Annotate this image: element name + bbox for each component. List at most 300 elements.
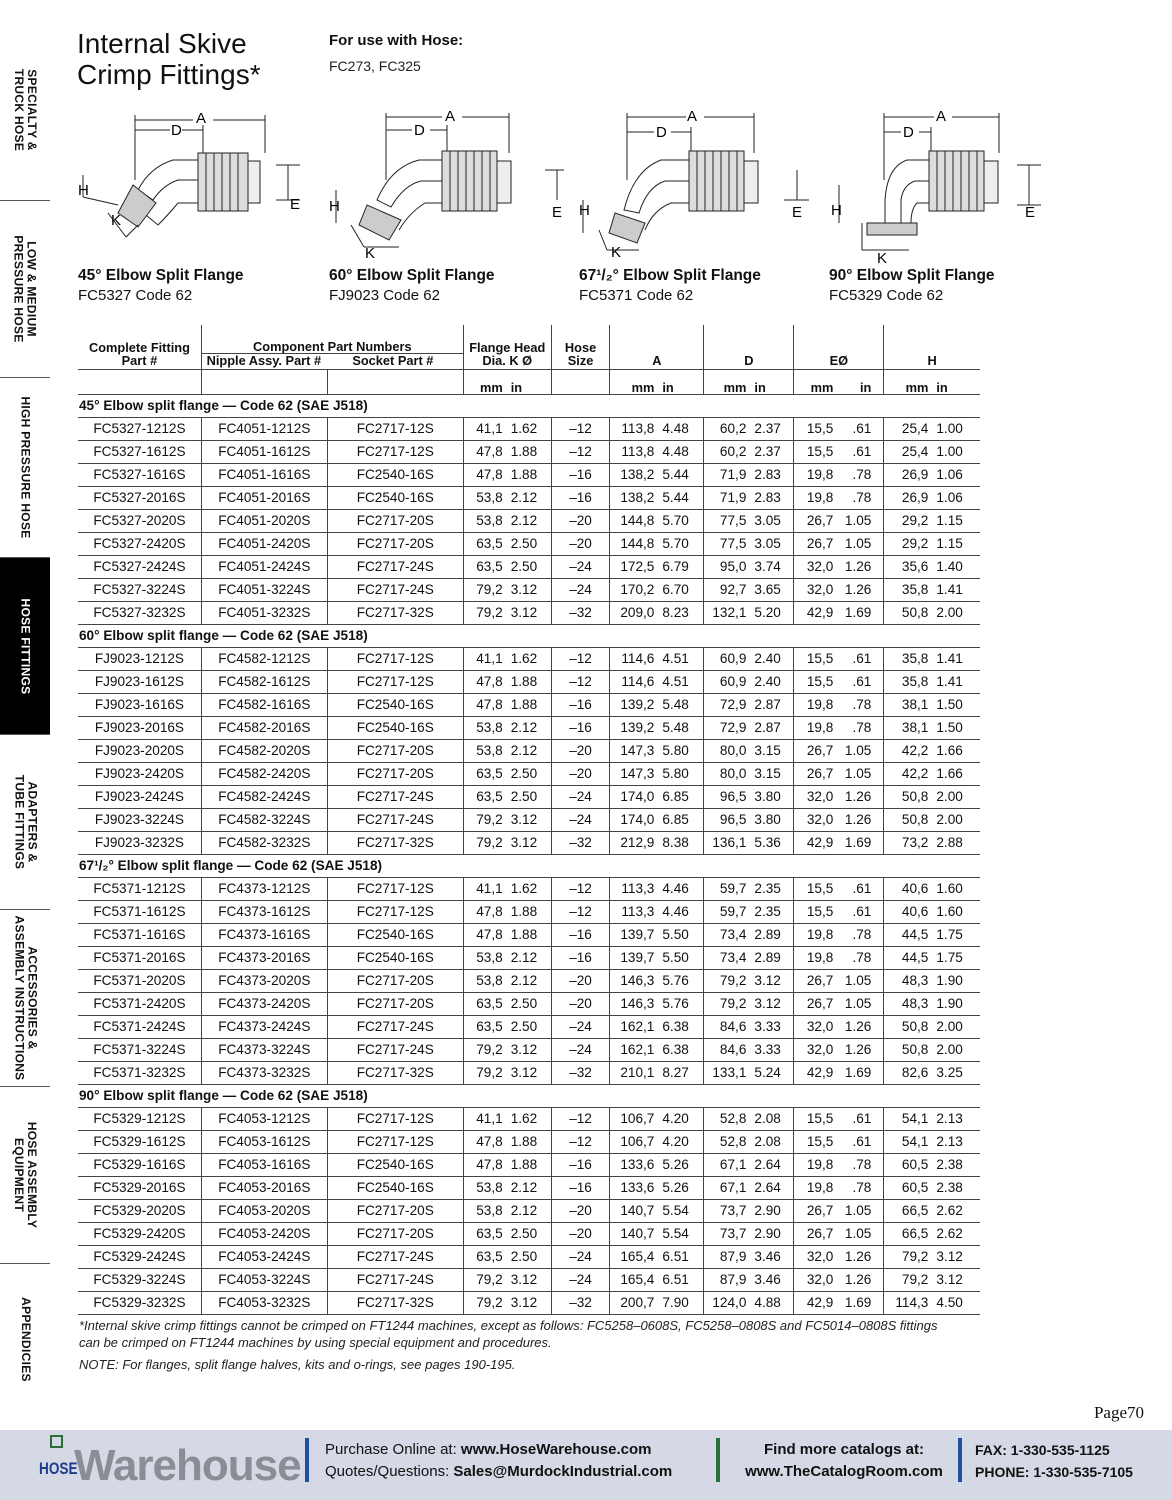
figure-title: 45° Elbow Split Flange: [78, 267, 244, 284]
table-cell: 72,9: [704, 716, 750, 739]
table-cell: 165,4: [610, 1245, 658, 1268]
table-cell: 3.15: [749, 762, 793, 785]
table-cell: 2.40: [749, 647, 793, 670]
table-cell: 54,1: [884, 1107, 932, 1130]
table-cell: FC2717-24S: [327, 1038, 463, 1061]
table-cell: 42,9: [794, 1291, 836, 1314]
table-cell: –12: [551, 417, 610, 440]
table-cell: 5.24: [749, 1061, 793, 1084]
table-cell: 3.12: [506, 578, 552, 601]
table-cell: 5.50: [657, 946, 704, 969]
group-title: 60° Elbow split flange — Code 62 (SAE J518): [78, 624, 980, 647]
table-cell: 47,8: [463, 670, 505, 693]
table-cell: –16: [551, 716, 610, 739]
table-cell: 165,4: [610, 1268, 658, 1291]
table-cell: 26,9: [884, 463, 932, 486]
table-cell: 26,7: [794, 1199, 836, 1222]
table-cell: FC4051-1616S: [201, 463, 327, 486]
table-cell: 1.50: [931, 716, 980, 739]
table-cell: FC2717-32S: [327, 601, 463, 624]
table-cell: 87,9: [704, 1268, 750, 1291]
table-cell: –20: [551, 532, 610, 555]
table-cell: 29,2: [884, 509, 932, 532]
table-cell: 1.88: [506, 1153, 552, 1176]
table-cell: –16: [551, 693, 610, 716]
table-cell: 2.12: [506, 1176, 552, 1199]
table-cell: 6.85: [657, 808, 704, 831]
table-cell: 200,7: [610, 1291, 658, 1314]
table-cell: 40,6: [884, 900, 932, 923]
table-cell: FC5329-1616S: [78, 1153, 201, 1176]
table-cell: 1.69: [836, 831, 884, 854]
table-cell: 8.27: [657, 1061, 704, 1084]
table-row: [78, 417, 980, 440]
table-cell: 1.66: [931, 739, 980, 762]
table-cell: 1.69: [836, 601, 884, 624]
table-cell: 79,2: [463, 601, 505, 624]
table-cell: 15,5: [794, 647, 836, 670]
table-cell: 71,9: [704, 463, 750, 486]
table-cell: 4.48: [657, 440, 704, 463]
table-cell: 52,8: [704, 1107, 750, 1130]
table-row: [78, 739, 980, 762]
figure-code: FJ9023 Code 62: [329, 287, 440, 304]
table-cell: 4.46: [657, 877, 704, 900]
table-cell: 2.35: [749, 877, 793, 900]
table-cell: 50,8: [884, 601, 932, 624]
table-cell: 79,2: [463, 1268, 505, 1291]
tab-specialty-truck-hose[interactable]: SPECIALTY & TRUCK HOSE: [12, 68, 39, 152]
svg-text:D: D: [414, 122, 425, 139]
col-hose-size: Hose Size: [551, 325, 610, 369]
table-cell: 8.38: [657, 831, 704, 854]
table-cell: 41,1: [463, 877, 505, 900]
table-cell: 60,5: [884, 1153, 932, 1176]
table-cell: 48,3: [884, 969, 932, 992]
table-cell: FJ9023-1212S: [78, 647, 201, 670]
table-row: [78, 1176, 980, 1199]
tab-hose-fittings[interactable]: HOSE FITTINGS: [0, 557, 50, 734]
figure-90-elbow: [829, 105, 1064, 304]
table-cell: 2.13: [931, 1130, 980, 1153]
table-cell: 2.08: [749, 1130, 793, 1153]
table-cell: 19,8: [794, 946, 836, 969]
table-cell: 32,0: [794, 1038, 836, 1061]
table-cell: 73,4: [704, 946, 750, 969]
table-cell: 1.00: [931, 440, 980, 463]
table-cell: 47,8: [463, 900, 505, 923]
table-cell: 146,3: [610, 969, 658, 992]
table-cell: FC5329-1612S: [78, 1130, 201, 1153]
table-cell: 15,5: [794, 877, 836, 900]
table-cell: –12: [551, 1107, 610, 1130]
table-cell: .61: [836, 1130, 884, 1153]
table-cell: 3.12: [749, 992, 793, 1015]
table-cell: 1.26: [836, 1268, 884, 1291]
table-cell: 7.90: [657, 1291, 704, 1314]
table-cell: FC4582-2016S: [201, 716, 327, 739]
table-cell: FC4373-2016S: [201, 946, 327, 969]
tab-appendicies[interactable]: APPENDICIES: [0, 1263, 50, 1415]
table-cell: 35,8: [884, 670, 932, 693]
table-cell: 2.37: [749, 417, 793, 440]
table-cell: 2.87: [749, 716, 793, 739]
table-cell: 136,1: [704, 831, 750, 854]
table-cell: –20: [551, 992, 610, 1015]
table-cell: 92,7: [704, 578, 750, 601]
group-header-row: [78, 624, 980, 647]
table-cell: 139,7: [610, 946, 658, 969]
table-cell: 1.05: [836, 992, 884, 1015]
table-cell: FC4373-1612S: [201, 900, 327, 923]
table-cell: 1.06: [931, 486, 980, 509]
table-cell: 42,9: [794, 831, 836, 854]
table-cell: FC4373-3224S: [201, 1038, 327, 1061]
table-cell: 41,1: [463, 1107, 505, 1130]
table-cell: FC4051-1612S: [201, 440, 327, 463]
table-row: [78, 486, 980, 509]
table-cell: –32: [551, 601, 610, 624]
table-cell: 140,7: [610, 1222, 658, 1245]
table-cell: 19,8: [794, 1176, 836, 1199]
svg-text:K: K: [877, 250, 888, 265]
table-cell: FC4051-2016S: [201, 486, 327, 509]
email-link[interactable]: Sales@MurdockIndustrial.com: [453, 1463, 673, 1480]
table-cell: 2.12: [506, 946, 552, 969]
table-cell: 2.38: [931, 1153, 980, 1176]
table-cell: 3.25: [931, 1061, 980, 1084]
table-cell: 72,9: [704, 693, 750, 716]
table-cell: 47,8: [463, 1130, 505, 1153]
table-cell: FC2717-24S: [327, 578, 463, 601]
table-cell: 2.12: [506, 969, 552, 992]
table-cell: 3.46: [749, 1245, 793, 1268]
tab-high-pressure-hose[interactable]: HIGH PRESSURE HOSE: [0, 377, 50, 557]
table-cell: 133,1: [704, 1061, 750, 1084]
svg-text:A: A: [687, 108, 698, 125]
table-row: [78, 1291, 980, 1314]
table-cell: 3.74: [749, 555, 793, 578]
table-cell: 41,1: [463, 647, 505, 670]
purchase-link[interactable]: www.HoseWarehouse.com: [460, 1441, 652, 1458]
table-cell: 53,8: [463, 1199, 505, 1222]
table-cell: FC5371-2420S: [78, 992, 201, 1015]
table-cell: 5.70: [657, 509, 704, 532]
table-cell: 47,8: [463, 923, 505, 946]
table-cell: FC5327-1612S: [78, 440, 201, 463]
table-cell: FC5327-3224S: [78, 578, 201, 601]
table-cell: –20: [551, 1199, 610, 1222]
table-cell: 53,8: [463, 486, 505, 509]
table-cell: 5.54: [657, 1222, 704, 1245]
table-cell: 15,5: [794, 1107, 836, 1130]
table-cell: FC4051-2420S: [201, 532, 327, 555]
table-cell: FC2717-20S: [327, 969, 463, 992]
elbow-67-drawing: [579, 105, 814, 265]
table-cell: FC2717-12S: [327, 440, 463, 463]
table-cell: FC5371-2020S: [78, 969, 201, 992]
table-cell: 79,2: [884, 1268, 932, 1291]
table-cell: FC5371-1612S: [78, 900, 201, 923]
svg-text:A: A: [936, 108, 947, 125]
table-cell: FC5327-1616S: [78, 463, 201, 486]
table-cell: 1.62: [506, 417, 552, 440]
table-cell: –12: [551, 877, 610, 900]
table-cell: 60,2: [704, 417, 750, 440]
footnote: *Internal skive crimp fittings cannot be crimped on FT1244 machines, except as follows: FC5258–0608S, FC5258–0808S and FC5014–0808S fittings can be crimped on FT1244 machines by using special equipment and procedures.: [79, 1318, 938, 1350]
table-cell: 1.88: [506, 693, 552, 716]
table-cell: FC4051-2424S: [201, 555, 327, 578]
footer-band: [0, 1430, 1172, 1500]
figure-67-elbow: [579, 105, 814, 304]
table-cell: 133,6: [610, 1176, 658, 1199]
group-title: 67¹/₂° Elbow split flange — Code 62 (SAE J518): [78, 854, 980, 877]
table-row: [78, 555, 980, 578]
table-cell: 96,5: [704, 808, 750, 831]
table-cell: FC2540-16S: [327, 1153, 463, 1176]
table-cell: 113,3: [610, 900, 658, 923]
table-cell: FC5371-1212S: [78, 877, 201, 900]
table-cell: 15,5: [794, 417, 836, 440]
table-cell: 1.05: [836, 762, 884, 785]
table-row: [78, 601, 980, 624]
table-row: [78, 1107, 980, 1130]
table-cell: 19,8: [794, 463, 836, 486]
table-cell: –20: [551, 969, 610, 992]
table-cell: –32: [551, 831, 610, 854]
table-cell: 133,6: [610, 1153, 658, 1176]
table-cell: 2.12: [506, 1199, 552, 1222]
table-cell: 113,3: [610, 877, 658, 900]
tab-adapters-tube-fittings[interactable]: ADAPTERS & TUBE FITTINGS: [0, 734, 50, 909]
table-cell: 26,7: [794, 992, 836, 1015]
table-cell: 162,1: [610, 1015, 658, 1038]
table-cell: 79,2: [463, 1291, 505, 1314]
group-header-row: [78, 394, 980, 417]
table-cell: 67,1: [704, 1153, 750, 1176]
table-row: [78, 716, 980, 739]
table-cell: –24: [551, 1268, 610, 1291]
col-nipple: Nipple Assy. Part #: [206, 352, 322, 368]
table-cell: 60,5: [884, 1176, 932, 1199]
table-cell: 53,8: [463, 716, 505, 739]
table-cell: 1.62: [506, 1107, 552, 1130]
figure-60-elbow: [329, 105, 564, 304]
table-cell: FC2540-16S: [327, 486, 463, 509]
table-cell: 2.83: [749, 486, 793, 509]
table-cell: –12: [551, 670, 610, 693]
table-cell: –16: [551, 946, 610, 969]
table-cell: 174,0: [610, 808, 658, 831]
table-cell: 47,8: [463, 1153, 505, 1176]
table-cell: 79,2: [463, 578, 505, 601]
table-cell: 35,6: [884, 555, 932, 578]
table-cell: 2.50: [506, 1015, 552, 1038]
table-cell: –12: [551, 1130, 610, 1153]
figure-title: 67¹/₂° Elbow Split Flange: [579, 267, 761, 284]
table-cell: 26,7: [794, 532, 836, 555]
table-cell: 5.26: [657, 1153, 704, 1176]
table-row: [78, 693, 980, 716]
table-cell: 3.15: [749, 739, 793, 762]
table-cell: FJ9023-2020S: [78, 739, 201, 762]
table-cell: 35,8: [884, 647, 932, 670]
table-cell: FC4053-3232S: [201, 1291, 327, 1314]
table-cell: FJ9023-1612S: [78, 670, 201, 693]
table-cell: 1.15: [931, 509, 980, 532]
table-cell: 5.80: [657, 762, 704, 785]
table-cell: 2.50: [506, 785, 552, 808]
table-row: [78, 1015, 980, 1038]
table-cell: 1.69: [836, 1291, 884, 1314]
table-cell: FC2717-32S: [327, 1061, 463, 1084]
table-cell: 42,2: [884, 739, 932, 762]
table-cell: 79,2: [463, 1038, 505, 1061]
table-cell: 172,5: [610, 555, 658, 578]
table-cell: 5.36: [749, 831, 793, 854]
table-cell: 40,6: [884, 877, 932, 900]
table-cell: FC5329-2424S: [78, 1245, 201, 1268]
table-cell: 138,2: [610, 463, 658, 486]
table-cell: –32: [551, 1291, 610, 1314]
table-cell: 32,0: [794, 1015, 836, 1038]
table-cell: 2.12: [506, 716, 552, 739]
table-cell: 8.23: [657, 601, 704, 624]
fax-number: FAX: 1-330-535-1125: [975, 1442, 1110, 1458]
table-cell: 15,5: [794, 900, 836, 923]
table-cell: 79,2: [463, 831, 505, 854]
table-row: [78, 969, 980, 992]
table-cell: 29,2: [884, 532, 932, 555]
table-cell: 63,5: [463, 555, 505, 578]
table-cell: 2.35: [749, 900, 793, 923]
table-cell: 44,5: [884, 923, 932, 946]
table-cell: 5.20: [749, 601, 793, 624]
table-cell: 3.12: [749, 969, 793, 992]
table-cell: 1.15: [931, 532, 980, 555]
table-row: [78, 946, 980, 969]
table-cell: 2.50: [506, 1222, 552, 1245]
table-cell: 59,7: [704, 900, 750, 923]
table-cell: 124,0: [704, 1291, 750, 1314]
table-cell: FC2540-16S: [327, 923, 463, 946]
table-cell: 53,8: [463, 739, 505, 762]
svg-text:D: D: [903, 124, 914, 141]
table-cell: 80,0: [704, 762, 750, 785]
table-cell: –16: [551, 463, 610, 486]
table-cell: 60,2: [704, 440, 750, 463]
table-cell: 3.05: [749, 509, 793, 532]
table-cell: –24: [551, 1015, 610, 1038]
table-cell: .61: [836, 647, 884, 670]
table-cell: 5.44: [657, 486, 704, 509]
tab-accessories-assembly[interactable]: ACCESSORIES & ASSEMBLY INSTRUCTIONS: [0, 909, 50, 1086]
table-cell: FC2717-24S: [327, 1245, 463, 1268]
table-cell: 6.79: [657, 555, 704, 578]
table-cell: 47,8: [463, 440, 505, 463]
table-cell: 6.51: [657, 1268, 704, 1291]
table-cell: 162,1: [610, 1038, 658, 1061]
table-cell: 146,3: [610, 992, 658, 1015]
table-cell: 3.80: [749, 785, 793, 808]
table-cell: 63,5: [463, 1222, 505, 1245]
table-cell: .61: [836, 877, 884, 900]
table-cell: FC4373-2424S: [201, 1015, 327, 1038]
table-cell: 1.88: [506, 923, 552, 946]
col-e: EØ: [794, 325, 884, 369]
table-cell: 1.26: [836, 1245, 884, 1268]
table-cell: 4.20: [657, 1107, 704, 1130]
table-cell: 1.05: [836, 532, 884, 555]
table-row: [78, 578, 980, 601]
table-cell: 53,8: [463, 509, 505, 532]
table-cell: FC2717-12S: [327, 647, 463, 670]
col-component-group: [201, 325, 463, 369]
table-cell: .61: [836, 670, 884, 693]
table-cell: 2.87: [749, 693, 793, 716]
col-complete-part: Complete Fitting Part #: [88, 339, 190, 368]
table-row: [78, 923, 980, 946]
table-cell: 42,9: [794, 1061, 836, 1084]
table-cell: 3.12: [506, 1291, 552, 1314]
table-cell: –24: [551, 808, 610, 831]
table-cell: .61: [836, 1107, 884, 1130]
table-cell: 54,1: [884, 1130, 932, 1153]
table-cell: 2.08: [749, 1107, 793, 1130]
catalog-room-link[interactable]: www.TheCatalogRoom.com: [745, 1463, 943, 1480]
table-cell: 50,8: [884, 785, 932, 808]
hose-list: FC273, FC325: [329, 58, 421, 74]
table-cell: FJ9023-3232S: [78, 831, 201, 854]
table-cell: 25,4: [884, 417, 932, 440]
table-cell: FC5371-1616S: [78, 923, 201, 946]
footer-divider: [958, 1438, 962, 1482]
table-cell: 84,6: [704, 1038, 750, 1061]
table-cell: 174,0: [610, 785, 658, 808]
table-cell: 139,2: [610, 716, 658, 739]
table-cell: 2.83: [749, 463, 793, 486]
table-cell: FC5327-3232S: [78, 601, 201, 624]
table-cell: 53,8: [463, 946, 505, 969]
table-row: [78, 900, 980, 923]
table-cell: 63,5: [463, 532, 505, 555]
table-cell: FC4051-3224S: [201, 578, 327, 601]
table-cell: 32,0: [794, 785, 836, 808]
table-cell: FC5327-2420S: [78, 532, 201, 555]
table-row: [78, 1245, 980, 1268]
tab-hose-assembly-equipment[interactable]: HOSE ASSEMBLY EQUIPMENT: [0, 1086, 50, 1263]
table-cell: FC4053-1212S: [201, 1107, 327, 1130]
table-cell: FC2717-12S: [327, 877, 463, 900]
table-cell: 1.88: [506, 463, 552, 486]
table-cell: 2.64: [749, 1176, 793, 1199]
table-cell: 1.66: [931, 762, 980, 785]
table-cell: 47,8: [463, 463, 505, 486]
table-cell: 32,0: [794, 555, 836, 578]
table-cell: 2.90: [749, 1222, 793, 1245]
hose-warehouse-logo[interactable]: [38, 1434, 301, 1494]
table-cell: 3.12: [506, 1061, 552, 1084]
tab-low-medium-pressure-hose[interactable]: LOW & MEDIUM PRESSURE HOSE: [0, 200, 50, 377]
table-cell: 38,1: [884, 693, 932, 716]
table-row: [78, 1268, 980, 1291]
table-cell: .78: [836, 463, 884, 486]
group-title: 90° Elbow split flange — Code 62 (SAE J518): [78, 1084, 980, 1107]
table-row: [78, 532, 980, 555]
table-cell: 3.05: [749, 532, 793, 555]
table-cell: FC2540-16S: [327, 716, 463, 739]
table-cell: 114,6: [610, 670, 658, 693]
